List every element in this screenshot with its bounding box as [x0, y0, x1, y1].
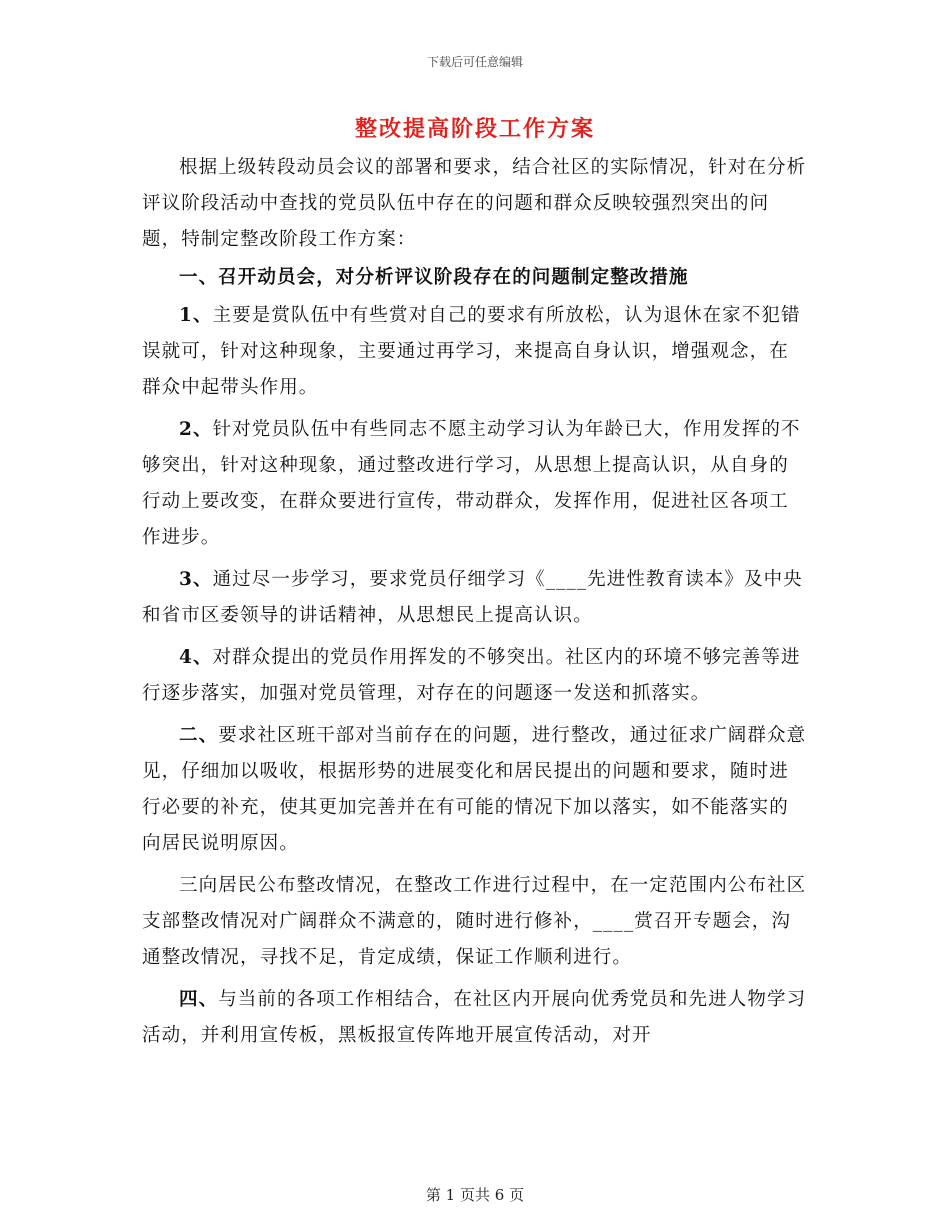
section-4-paragraph	[142, 982, 808, 1054]
section-4-text: 与当前的各项工作相结合，在社区内开展向优秀党员和先进人物学习活动，并利用宣传板，黑板报宣传阵地开展宣传活动，对开	[142, 989, 807, 1046]
section-2-text: 要求社区班干部对当前存在的问题，进行整改，通过征求广阔群众意见，仔细加以吸收，根据形势的进展变化和居民提出的问题和要求，随时进行必要的补充，使其更加完善并在有可能的情况下加以落实，如不能落实的向居民说明原因。	[142, 725, 807, 854]
document-title: 整改提高阶段工作方案	[354, 116, 595, 142]
page-footer: 第 1 页共 6 页	[425, 1186, 525, 1204]
intro-paragraph: 根据上级转段动员会议的部署和要求，结合社区的实际情况，针对在分析评议阶段活动中查找的党员队伍中存在的问题和群众反映较强烈突出的问题，特制定整改阶段工作方案：	[142, 157, 807, 250]
item-2-number: 2、	[179, 419, 213, 440]
item-1-paragraph	[142, 298, 808, 406]
item-4-number: 4、	[179, 647, 213, 668]
item-2-paragraph	[142, 412, 808, 556]
item-4-paragraph	[142, 640, 808, 712]
section-3-paragraph: 三向居民公布整改情况，在整改工作进行过程中，在一定范围内公布社区支部整改情况对广阔群众不满意的，随时进行修补，____赏召开专题会，沟通整改情况，寻找不足，肯定成绩，保证工作顺利进行。	[142, 875, 807, 968]
item-4-text: 对群众提出的党员作用挥发的不够突出。社区内的环境不够完善等进行逐步落实，加强对党员管理，对存在的问题逐一发送和抓落实。	[142, 647, 801, 704]
item-3-text: 通过尽一步学习，要求党员仔细学习《____先进性教育读本》及中央和省市区委领导的讲话精神，从思想民上提高认识。	[142, 569, 803, 626]
item-3-number: 3、	[179, 569, 213, 590]
section-2-number: 二、	[179, 725, 219, 746]
document-body	[142, 150, 808, 1056]
item-3-paragraph	[142, 562, 808, 634]
item-2-text: 针对党员队伍中有些同志不愿主动学习认为年龄已大，作用发挥的不够突出，针对这种现象，通过整改进行学习，从思想上提高认识，从自身的行动上要改变，在群众要进行宣传，带动群众，发挥作用，促进社区各项工作进步。	[142, 419, 801, 548]
section-2-paragraph	[142, 718, 808, 862]
section-4-number: 四、	[179, 989, 219, 1010]
section-heading-1: 一、召开动员会，对分析评议阶段存在的问题制定整改措施	[179, 267, 689, 288]
item-1-text: 主要是赏队伍中有些赏对自己的要求有所放松，认为退休在家不犯错误就可，针对这种现象，主要通过再学习，来提高自身认识，增强观念，在群众中起带头作用。	[142, 305, 801, 398]
page-header: 下载后可任意编辑	[426, 55, 523, 69]
item-1-number: 1、	[179, 305, 213, 326]
